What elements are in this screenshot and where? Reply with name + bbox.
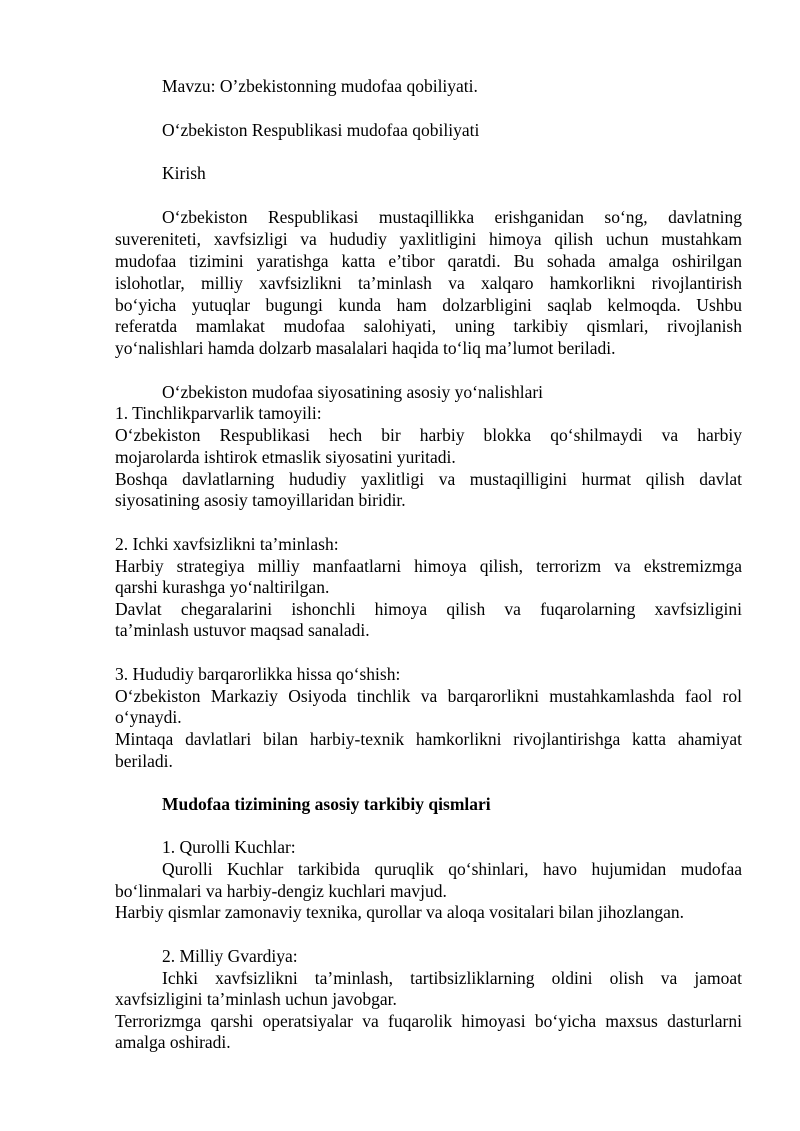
- policy-item-title: 1. Tinchlikparvarlik tamoyili:: [115, 403, 322, 423]
- intro-line: referatda mamlakat mudofaa salohiyati, uning tarkibiy qismlari, rivojlanish: [115, 316, 742, 336]
- policy-item-line: mojarolarda ishtirok etmaslik siyosatini yuritadi.: [115, 447, 456, 467]
- intro-line: islohotlar, milliy xavfsizlikni ta’minlash va xalqaro hamkorlikni rivojlantirish: [115, 273, 742, 293]
- policy-item-title: 2. Ichki xavfsizlikni ta’minlash:: [115, 534, 339, 554]
- component-line: Terrorizmga qarshi operatsiyalar va fuqarolik himoyasi bo‘yicha maxsus dasturlarni: [115, 1011, 742, 1031]
- component-title: 1. Qurolli Kuchlar:: [162, 837, 296, 857]
- policy-item-line: O‘zbekiston Respublikasi hech bir harbiy blokka qo‘shilmaydi va harbiy: [115, 425, 742, 445]
- policy-heading: O‘zbekiston mudofaa siyosatining asosiy yo‘nalishlari: [162, 382, 544, 402]
- component-line: Ichki xavfsizlikni ta’minlash, tartibsizliklarning oldini olish va jamoat: [162, 968, 742, 988]
- policy-item-line: Harbiy strategiya milliy manfaatlarni himoya qilish, terrorizm va ekstremizmga: [115, 556, 742, 576]
- policy-item-line: Boshqa davlatlarning hududiy yaxlitligi va mustaqilligini hurmat qilish davlat: [115, 469, 742, 489]
- policy-item-line: o‘ynaydi.: [115, 707, 182, 727]
- policy-item-line: ta’minlash ustuvor maqsad sanaladi.: [115, 620, 370, 640]
- document-title: O‘zbekiston Respublikasi mudofaa qobiliyati: [162, 120, 480, 140]
- intro-line: yo‘nalishlari hamda dolzarb masalalari haqida to‘liq ma’lumot beriladi.: [115, 338, 616, 358]
- component-line: xavfsizligini ta’minlash uchun javobgar.: [115, 989, 397, 1009]
- intro-line: bo‘yicha yutuqlar bugungi kunda ham dolzarbligini saqlab kelmoqda. Ushbu: [115, 295, 742, 315]
- topic-line: Mavzu: O’zbekistonning mudofaa qobiliyati.: [162, 76, 478, 96]
- component-line: Harbiy qismlar zamonaviy texnika, qurollar va aloqa vositalari bilan jihozlangan.: [115, 902, 685, 922]
- components-heading: Mudofaa tizimining asosiy tarkibiy qismlari: [162, 794, 491, 814]
- policy-item-line: O‘zbekiston Markaziy Osiyoda tinchlik va barqarorlikni mustahkamlashda faol rol: [115, 686, 742, 706]
- intro-line: O‘zbekiston Respublikasi mustaqillikka erishganidan so‘ng, davlatning: [162, 207, 742, 227]
- component-line: Qurolli Kuchlar tarkibida quruqlik qo‘shinlari, havo hujumidan mudofaa: [162, 859, 742, 879]
- intro-line: suvereniteti, xavfsizligi va hududiy yaxlitligini himoya qilish uchun mustahkam: [115, 229, 742, 249]
- intro-heading: Kirish: [162, 163, 206, 183]
- policy-item-line: beriladi.: [115, 751, 173, 771]
- policy-item-line: qarshi kurashga yo‘naltirilgan.: [115, 577, 330, 597]
- component-title: 2. Milliy Gvardiya:: [162, 946, 298, 966]
- component-line: amalga oshiradi.: [115, 1032, 231, 1052]
- intro-line: mudofaa tizimini yaratishga katta e’tibor qaratdi. Bu sohada amalga oshirilgan: [115, 251, 742, 271]
- component-line: bo‘linmalari va harbiy-dengiz kuchlari mavjud.: [115, 881, 447, 901]
- policy-item-line: siyosatining asosiy tamoyillaridan biridir.: [115, 490, 406, 510]
- policy-item-line: Davlat chegaralarini ishonchli himoya qilish va fuqarolarning xavfsizligini: [115, 599, 742, 619]
- policy-item-title: 3. Hududiy barqarorlikka hissa qo‘shish:: [115, 664, 401, 684]
- policy-item-line: Mintaqa davlatlari bilan harbiy-texnik hamkorlikni rivojlantirishga katta ahamiyat: [115, 729, 742, 749]
